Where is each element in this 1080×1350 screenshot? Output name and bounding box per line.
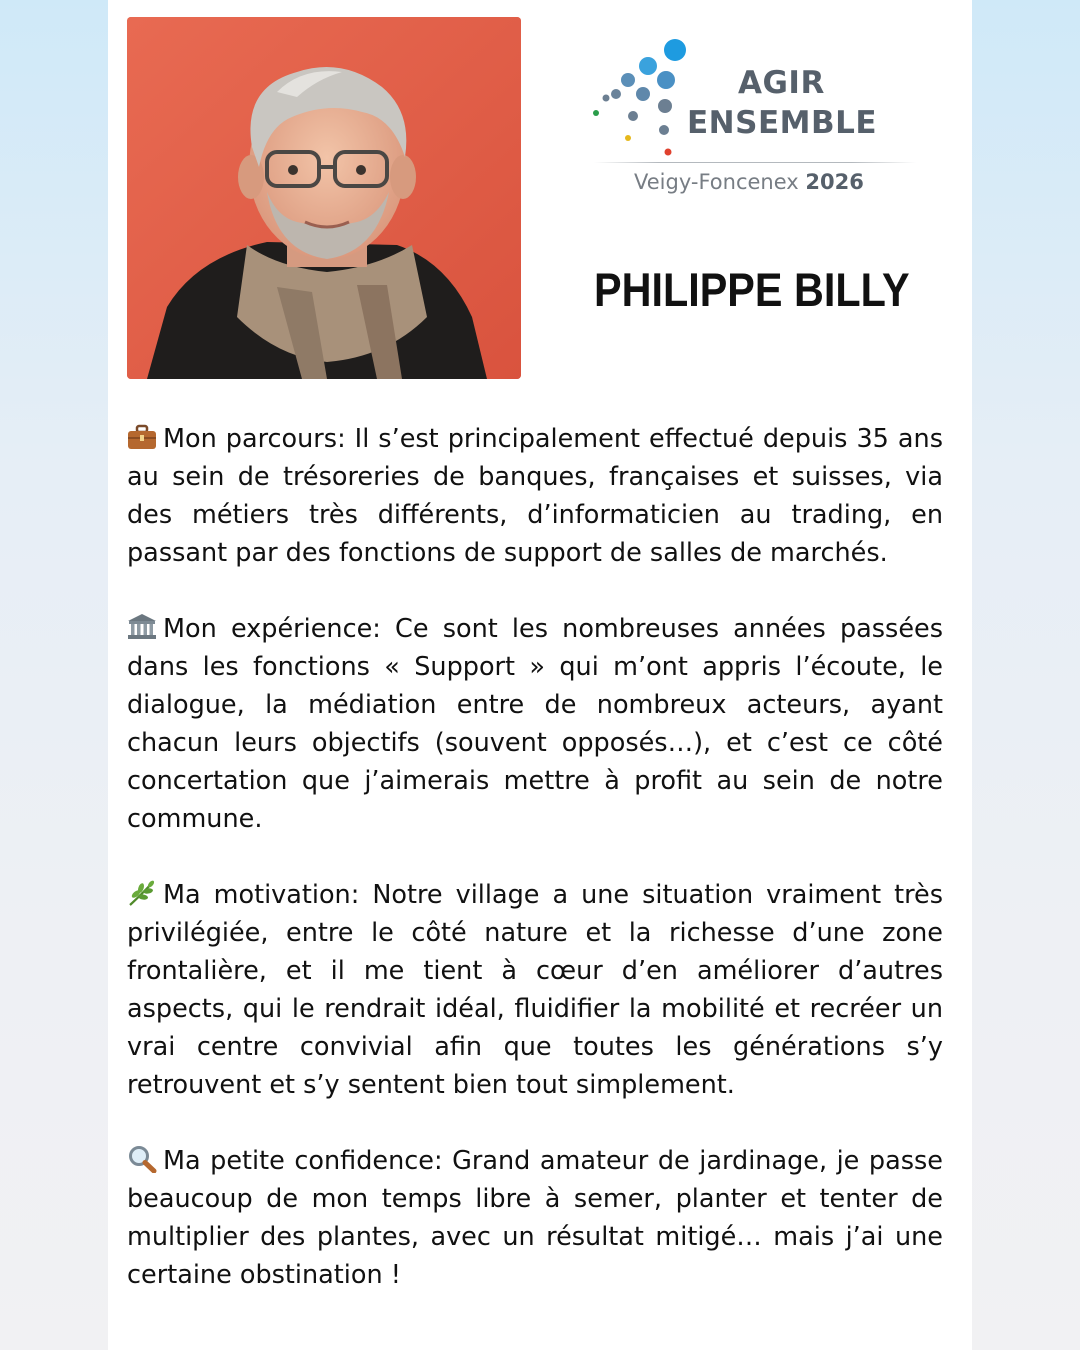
section-experience (127, 610, 943, 838)
logo-dots-icon (588, 36, 688, 161)
candidate-name: PHILIPPE BILLY (594, 263, 910, 316)
briefcase-icon (127, 423, 157, 451)
candidate-photo (127, 17, 521, 379)
logo-subtitle (634, 170, 864, 194)
logo-line-ensemble: ENSEMBLE (687, 105, 878, 141)
logo-line-agir: AGIR (738, 65, 825, 101)
section-confidence (127, 1142, 943, 1294)
section-experience-text: Mon expérience: Ce sont les nombreuses années passées dans les fonctions « Support » qui m’ont appris l’écoute, le dialogue, la médiation entre de nombreux acteurs, ayant chacun leurs objectifs (souvent opposés…), et c’est ce côté concertation que j’aimerais mettre à profit au sein de notre commune. (127, 614, 943, 834)
magnifying-glass-icon (127, 1145, 157, 1173)
profile-text (127, 420, 943, 1332)
agir-ensemble-logo (588, 36, 918, 206)
section-confidence-text: Ma petite confidence: Grand amateur de jardinage, je passe beaucoup de mon temps libre à semer, planter et tenter de multiplier des plantes, avec un résultat mitigé… mais j’ai une certaine obstination ! (127, 1146, 943, 1290)
logo-subtitle-year: 2026 (805, 170, 864, 194)
section-parcours (127, 420, 943, 572)
section-parcours-text: Mon parcours: Il s’est principalement effectué depuis 35 ans au sein de trésoreries de banques, françaises et suisses, via des métiers très différents, d’informaticien au trading, en passant par des fonctions de support de salles de marchés. (127, 424, 943, 568)
section-motivation (127, 876, 943, 1104)
logo-divider (594, 162, 916, 163)
logo-subtitle-place: Veigy-Foncenex (634, 170, 799, 194)
section-motivation-text: Ma motivation: Notre village a une situation vraiment très privilégiée, entre le côté nature et la richesse d’une zone frontalière, et il me tient à cœur d’en améliorer d’autres aspects, qui le rendrait idéal, fluidifier la mobilité et recréer un vrai centre convivial afin que toutes les générations s’y retrouvent et s’y sentent bien tout simplement. (127, 880, 943, 1100)
herb-icon (127, 879, 157, 907)
classical-building-icon (127, 613, 157, 641)
